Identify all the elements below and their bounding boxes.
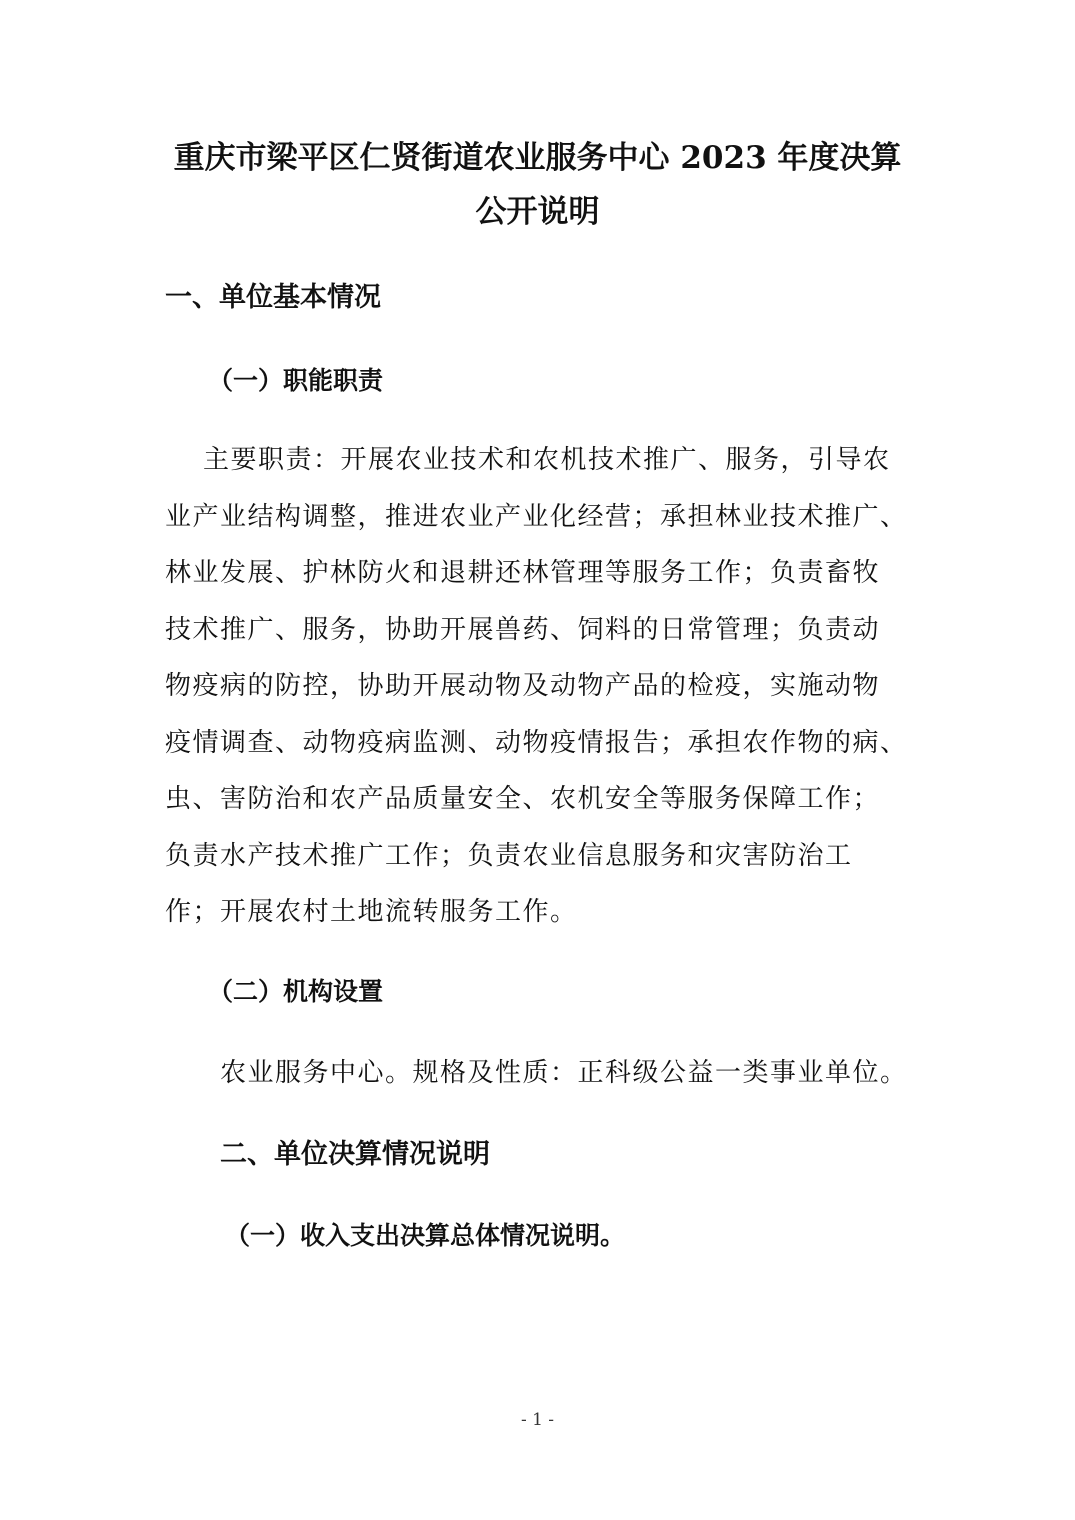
paragraph-line: 业产业结构调整，推进农业产业化经营；承担林业技术推广、 — [165, 501, 908, 532]
document-title-line-1: 重庆市梁平区仁贤街道农业服务中心 2023 年度决算 — [173, 140, 902, 176]
paragraph-line: 主要职责：开展农业技术和农机技术推广、服务，引导农 — [203, 445, 891, 475]
section-heading-basic-info: 一、单位基本情况 — [165, 282, 381, 313]
paragraph-line: 技术推广、服务，协助开展兽药、饲料的日常管理；负责动 — [165, 614, 881, 645]
paragraph-line: 负责水产技术推广工作；负责农业信息服务和灾害防治工 — [165, 840, 853, 871]
subsection-heading-functions: （一）职能职责 — [208, 366, 384, 395]
document-title-line-2: 公开说明 — [475, 194, 600, 230]
section-heading-final-accounts: 二、单位决算情况说明 — [220, 1139, 490, 1170]
functions-paragraph — [165, 432, 925, 941]
page-number: - 1 - — [520, 1410, 555, 1430]
subsection-heading-income-expenditure: （一）收入支出决算总体情况说明。 — [225, 1221, 626, 1250]
paragraph-line: 林业发展、护林防火和退耕还林管理等服务工作；负责畜牧 — [165, 558, 881, 588]
paragraph-line: 物疫病的防控，协助开展动物及动物产品的检疫，实施动物 — [165, 671, 881, 701]
subsection-heading-organization: （二）机构设置 — [208, 977, 384, 1006]
paragraph-line: 虫、害防治和农产品质量安全、农机安全等服务保障工作； — [165, 784, 881, 814]
paragraph-line: 作；开展农村土地流转服务工作。 — [165, 897, 578, 927]
paragraph-line: 疫情调查、动物疫病监测、动物疫情报告；承担农作物的病、 — [165, 727, 908, 758]
organization-text: 农业服务中心。规格及性质：正科级公益一类事业单位。 — [220, 1058, 908, 1088]
